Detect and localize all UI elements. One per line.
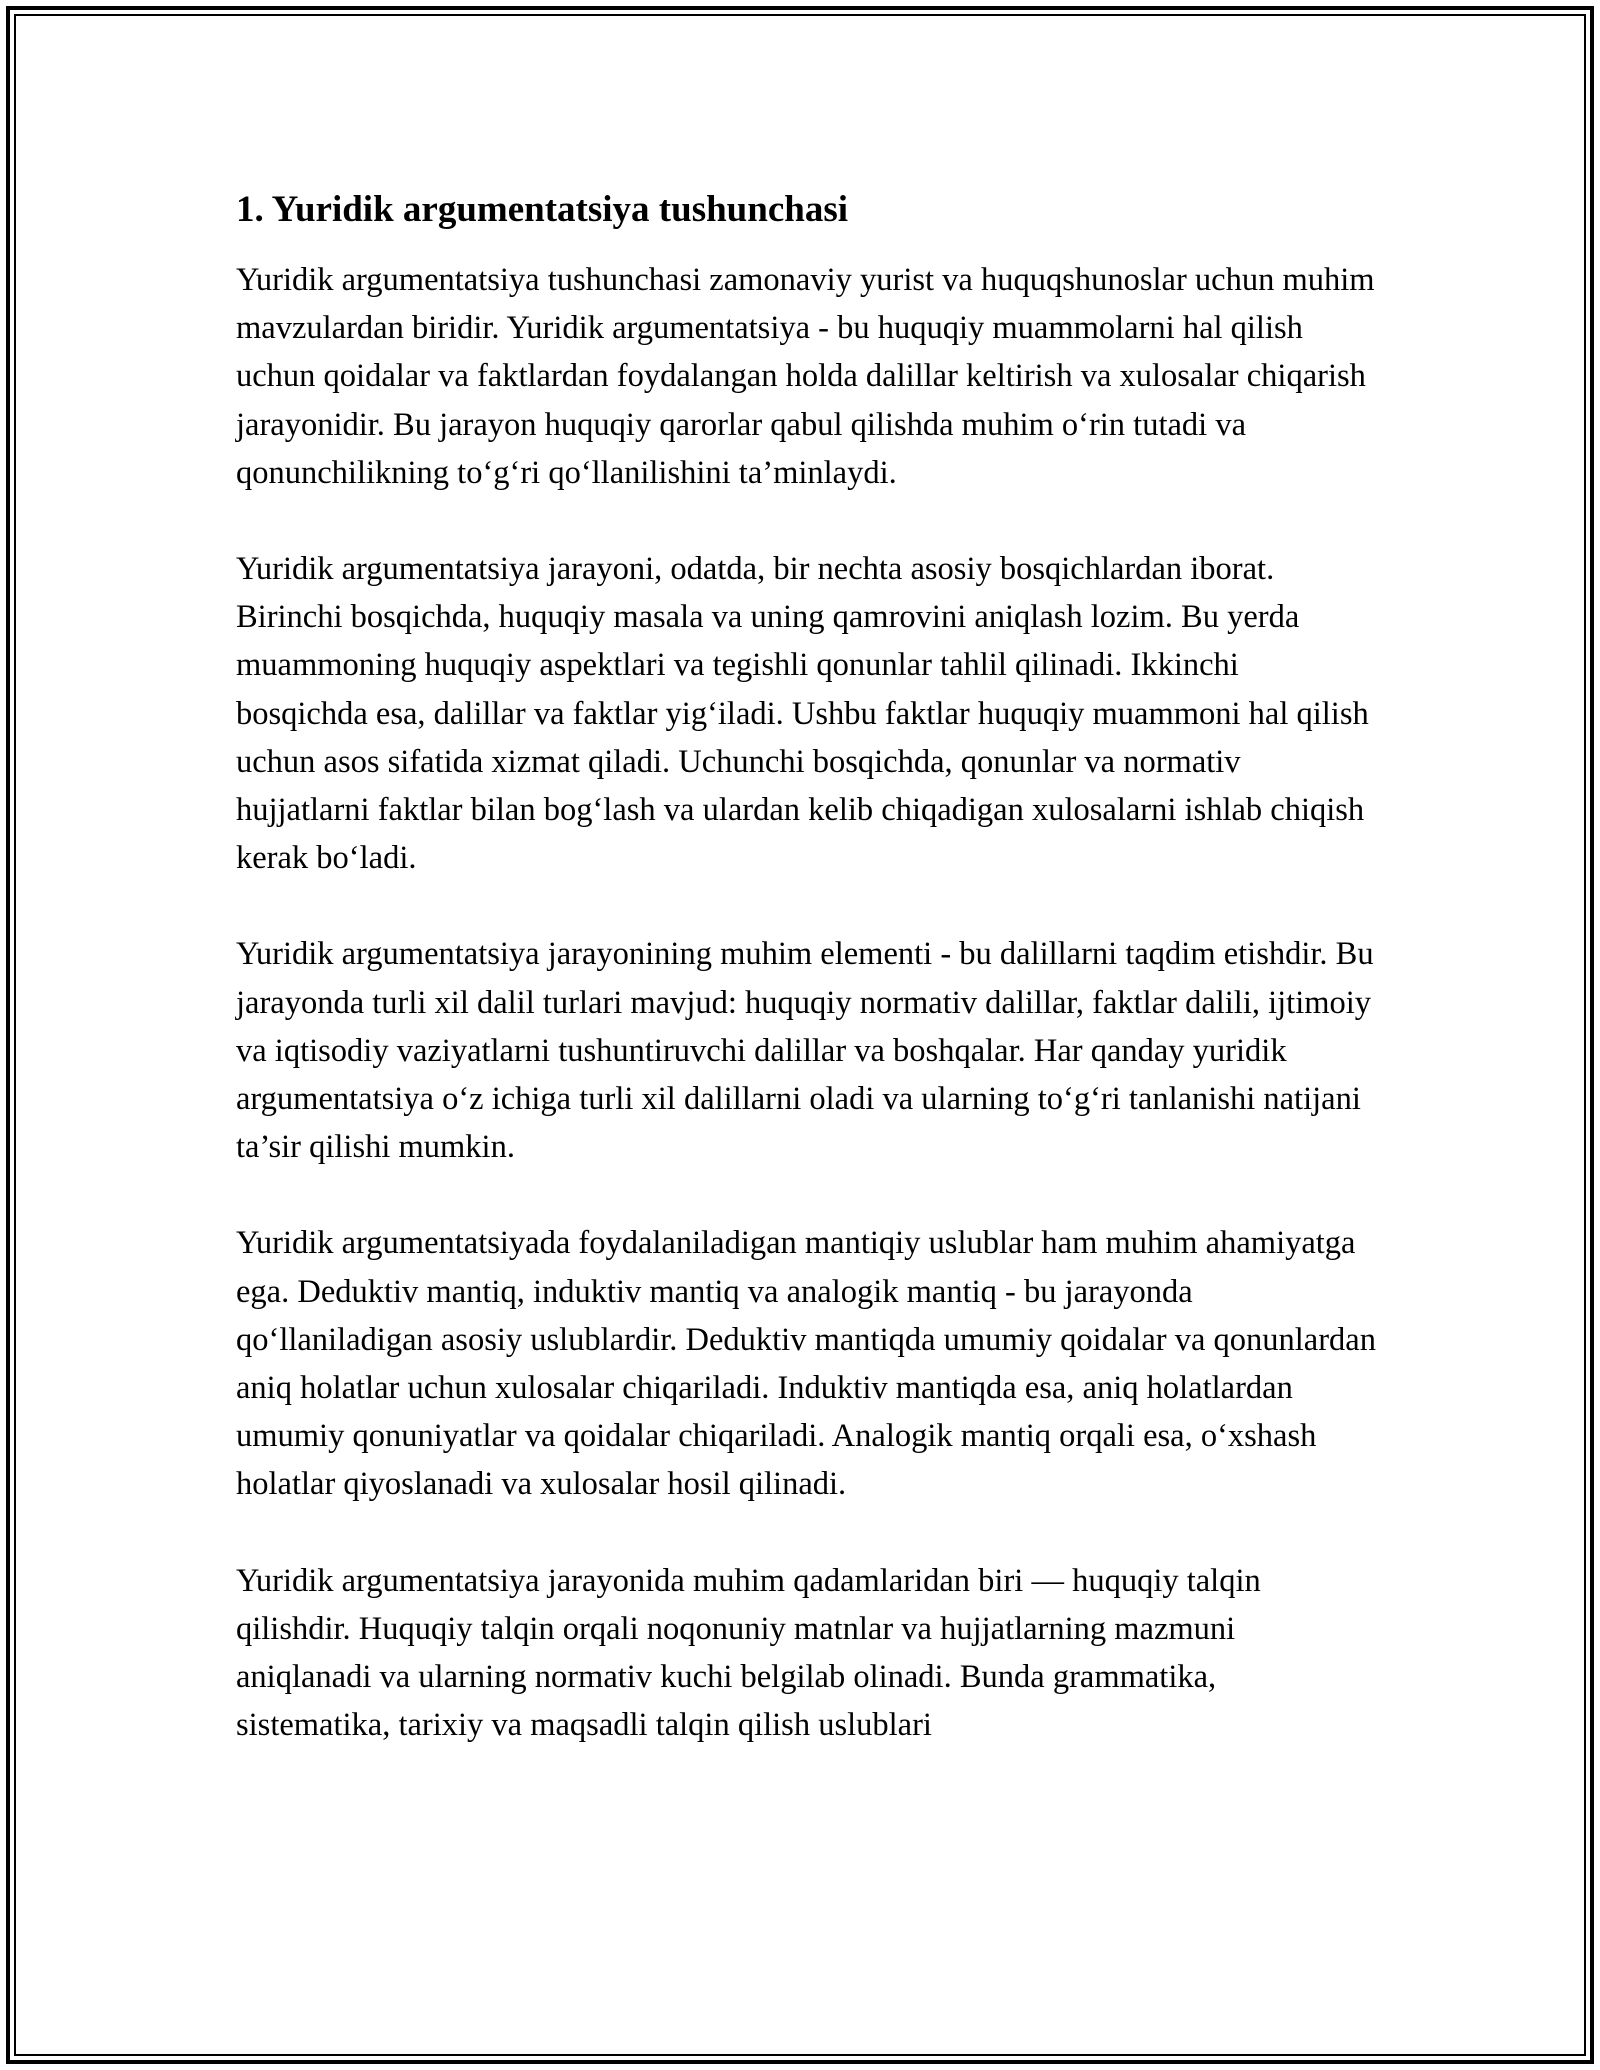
paragraph: Yuridik argumentatsiya tushunchasi zamonaviy yurist va huquqshunoslar uchun muhim mavzulardan biridir. Yuridik argumentatsiya - bu huquqiy muammolarni hal qilish uchun qoidalar va faktlardan foydalangan holda dalillar keltirish va xulosalar chiqarish jarayonidir. Bu jarayon huquqiy qarorlar qabul qilishda muhim o‘rin tutadi va qonunchilikning to‘g‘ri qo‘llanilishini ta’minlaydi. xyxy=(236,262,1375,491)
paragraph: Yuridik argumentatsiya jarayoni, odatda, bir nechta asosiy bosqichlardan iborat. Birinchi bosqichda, huquqiy masala va uning qamrovini aniqlash lozim. Bu yerda muammoning huquqiy aspektlari va tegishli qonunlar tahlil qilinadi. Ikkinchi bosqichda esa, dalillar va faktlar yig‘iladi. Ushbu faktlar huquqiy muammoni hal qilish uchun asos sifatida xizmat qiladi. Uchunchi bosqichda, qonunlar va normativ hujjatlarni faktlar bilan bog‘lash va ulardan kelib chiqadigan xulosalarni ishlab chiqish kerak bo‘ladi. xyxy=(236,551,1369,877)
paragraph: Yuridik argumentatsiyada foydalaniladigan mantiqiy uslublar ham muhim ahamiyatga ega. Deduktiv mantiq, induktiv mantiq va analogik mantiq - bu jarayonda qo‘llaniladigan asosiy uslublardir. Deduktiv mantiqda umumiy qoidalar va qonunlardan aniq holatlar uchun xulosalar chiqariladi. Induktiv mantiqda esa, aniq holatlardan umumiy qonuniyatlar va qoidalar chiqariladi. Analogik mantiq orqali esa, o‘xshash holatlar qiyoslanadi va xulosalar hosil qilinadi. xyxy=(236,1225,1376,1503)
section-heading: 1. Yuridik argumentatsiya tushunchasi xyxy=(236,189,849,230)
paragraph: Yuridik argumentatsiya jarayonida muhim qadamlaridan biri — huquqiy talqin qilishdir. Huquqiy talqin orqali noqonuniy matnlar va hujjatlarning mazmuni aniqlanadi va ularning normativ kuchi belgilab olinadi. Bunda grammatika, sistematika, tarixiy va maqsadli talqin qilish uslublari xyxy=(236,1562,1261,1744)
paragraph: Yuridik argumentatsiya jarayonining muhim elementi - bu dalillarni taqdim etishdir. Bu jarayonda turli xil dalil turlari mavjud: huquqiy normativ dalillar, faktlar dalili, ijtimoiy va iqtisodiy vaziyatlarni tushuntiruvchi dalillar va boshqalar. Har qanday yuridik argumentatsiya o‘z ichiga turli xil dalillarni oladi va ularning to‘g‘ri tanlanishi natijani ta’sir qilishi mumkin. xyxy=(236,936,1374,1166)
document-body xyxy=(236,186,1376,1797)
